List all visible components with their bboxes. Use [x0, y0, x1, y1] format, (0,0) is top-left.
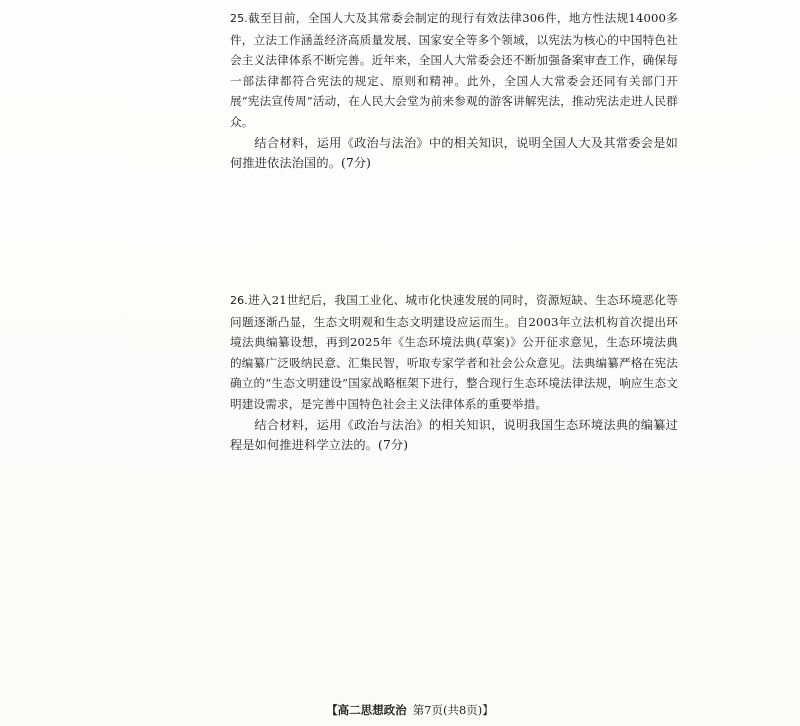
question-26-number: 26.: [230, 294, 248, 307]
question-26-prompt: 结合材料，运用《政治与法治》的相关知识，说明我国生态环境法典的编纂过程是如何推进科学立法的。(7分): [230, 417, 678, 453]
question-26-stem: [230, 290, 678, 415]
question-25-material: 截至目前，全国人大及其常委会制定的现行有效法律306件，地方性法规14000多件，立法工作涵盖经济高质量发展、国家安全等多个领域，以宪法为核心的中国特色社会主义法律体系不断完善。近年来，全国人大常委会还不断加强备案审查工作，确保每一部法律都符合宪法的规定、原则和精神。此外，全国人大常委会还同有关部门开展“宪法宣传周”活动，在人民大会堂为前来参观的游客讲解宪法，推动宪法走进人民群众。: [230, 11, 678, 129]
question-26: [230, 290, 678, 456]
question-26-material: 进入21世纪后，我国工业化、城市化快速发展的同时，资源短缺、生态环境恶化等问题逐渐凸显，生态文明观和生态文明建设应运而生。自2003年立法机构首次提出环境法典编纂设想，再到2025年《生态环境法典(草案)》公开征求意见，生态环境法典的编纂广泛吸纳民意、汇集民智，听取专家学者和社会公众意见。法典编纂严格在宪法确立的“生态文明建设”国家战略框架下进行，整合现行生态环境法律法规，响应生态文明建设需求，是完善中国特色社会主义法律体系的重要举措。: [230, 293, 678, 411]
question-25: [230, 8, 678, 174]
question-25-number: 25.: [230, 12, 248, 25]
question-25-prompt: 结合材料，运用《政治与法治》中的相关知识，说明全国人大及其常委会是如何推进依法治国的。(7分): [230, 135, 678, 171]
question-25-stem: [230, 8, 678, 133]
footer-subject-title: 【高二思想政治: [326, 703, 407, 717]
footer-page-number: 第7页(共8页)】: [412, 703, 494, 717]
page-footer: [300, 702, 520, 718]
